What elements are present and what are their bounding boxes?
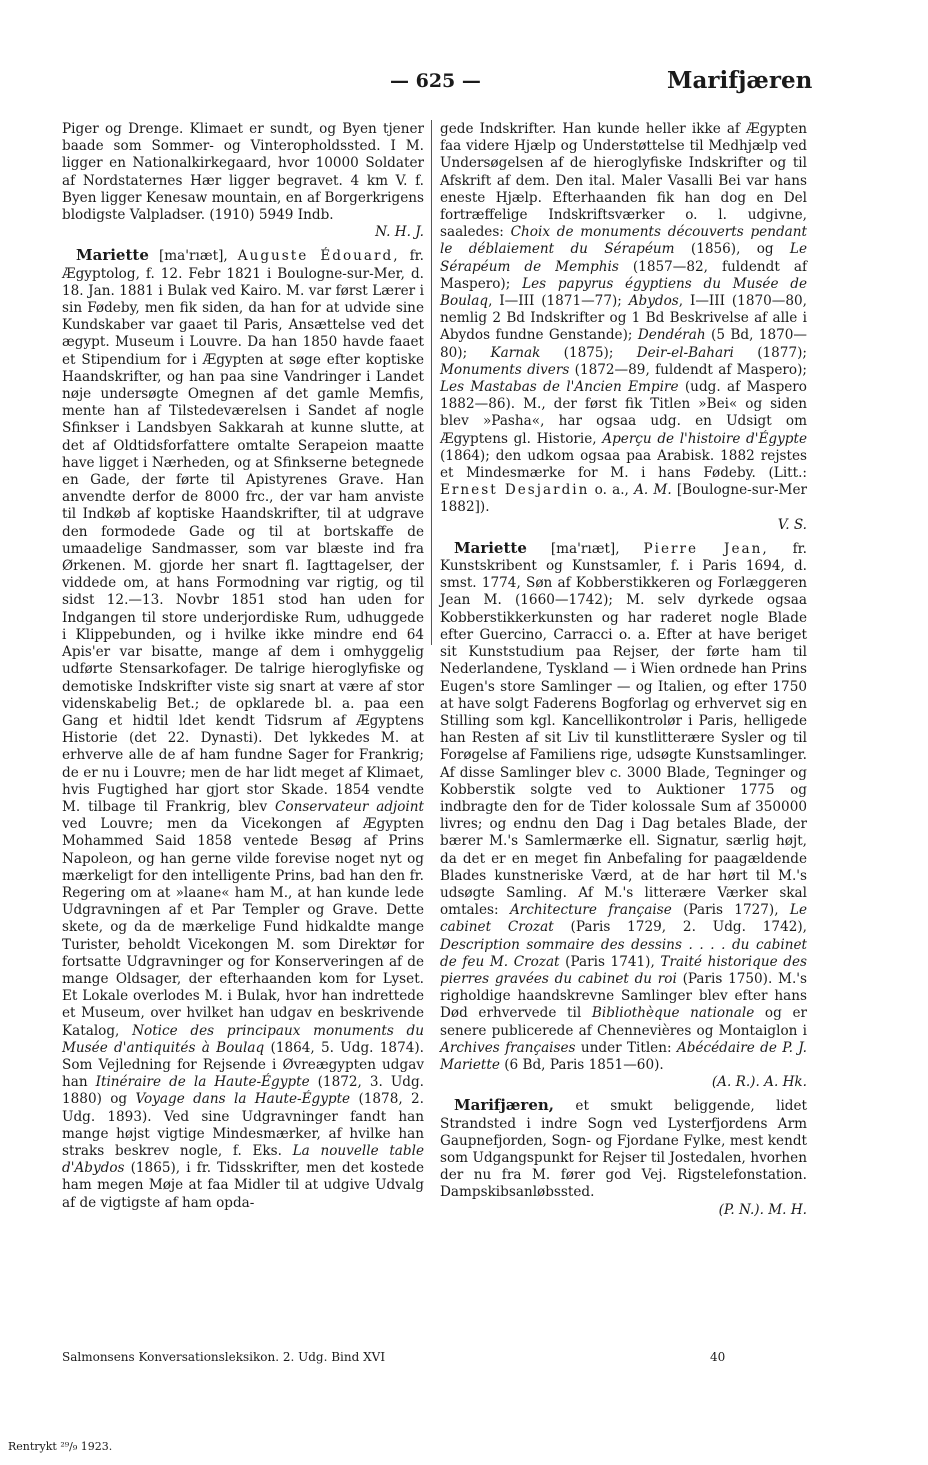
body-text: o. a., (589, 482, 635, 499)
continuation-paragraph (440, 121, 807, 517)
work-title: Dendérah (637, 327, 706, 344)
work-title: Abydos (628, 293, 679, 310)
page-number: — 625 — (390, 70, 481, 92)
headword: Mariette (454, 538, 527, 557)
entry-signature: (A. R.). A. Hk. (711, 1074, 807, 1091)
body-text: (1864); den udkom ogsaa paa Arabisk. 1882 rejstes et Mindesmærke for M. i hans Fødeby. (Litt.: (440, 447, 807, 482)
column-rule (431, 120, 432, 645)
pronunciation: [ma'rıæt], (148, 248, 238, 265)
body-text: fr. Kunstskribent og Kunstsamler, f. i Paris 1694, d. smst. 1774, Søn af Kobberstikkeren og Forlæggeren Jean M. (1660—1742); M. selv dyrkede ogsaa Kobberstikkerkunsten og har raderet nogle Blade efter Guercino, Carracci o. a. Efter at have beriget sit Kunststudium paa Rejser, der førte ham til Nederlandene, Tyskland — i Wien ordnede han Prins Eugen's store Samlinger — og Italien, og efter 1750 at have solgt Faderens Bogforlag og erhvervet sig en Stilling som kgl. Kancellikontrolør i Paris, helligede han Resten af sit Liv til kunstlitterære Sysler og til Forøgelse af Familiens rige, udsøgte Kunstsamlinger. Af disse Samlinger blev c. 3000 Blade, Tegninger og Kobberstik solgte ved to Auktioner 1775 og indbragte den for de Tider kolossale Sum af 350000 livres; og endnu den Dag i Dag betales Blade, der bærer M.'s Samlermærke ell. Signatur, særlig højt, da det er en meget fin Anbefaling for paagældende Blades kunstneriske Værd, at de har hørt til M.'s udsøgte Samling. Af M.'s litterære Værker skal omtales: (440, 540, 807, 919)
body-text: (1857—82, fuldendt af Maspero); (440, 258, 808, 292)
body-text: (1878, 2. Udg. 1893). Ved sine Udgravninger fandt han mange højst vigtige Mindesmærker, af hvilke han straks beskrev nogle, f. Eks. (62, 1091, 424, 1159)
headword: Marifjæren, (454, 1096, 555, 1115)
body-text: og er senere publicerede af Chennevières og Montaiglon i (440, 1005, 808, 1039)
body-text: ved Louvre; men da Vicekongen af Ægypten Mohammed Said 1858 ventede Besøg af Prins Napoleon, og han gerne vilde forevise noget nyt og mærkeligt for den intelligente Prins, bad han den fr. Regering om at »laane« ham M., at han kunde lede Udgravningen af et Par Templer og Grave. Dette skete, og da de mærkelige Fund hidkaldte mange Turister, beholdt Vicekongen M. som Direktør for fortsatte Udgravninger og for Konserveringen af de mange Oldsager, der efterhaanden kom for Lyset. Et Lokale overlodes M. i Bulak, hvor han indrettede et Museum, over hvilket han udgav en beskrivende Katalog, (62, 816, 424, 1039)
work-title: Deir-el-Bahari (636, 344, 734, 361)
work-title: Choix de monuments découverts pendant le déblaiement du Sérapéum (440, 224, 808, 258)
body-text: (1865), i fr. Tidsskrifter, men det kostede ham megen Møje at faa Midler til at udgive Udvalg af de vigtigste af ham opda- (62, 1160, 424, 1211)
headword: Mariette (76, 246, 149, 265)
work-title: Le Sérapéum de Memphis (440, 241, 807, 275)
work-title: Les papyrus égyptiens du Musée de Boulaq (440, 275, 807, 310)
body-text: gede Indskrifter. Han kunde heller ikke af Ægypten faa videre Hjælp og Understøttelse til Medhjælp ved Undersøgelsen af de hieroglyfiske Indskrifter og til Afskrift af dem. Den ital. Maler Vasalli Bei var hans eneste Hjælp. Efterhaanden fik han dog en Del fortræffelige Indskriftsværker o. l. udgivne, saaledes: (440, 121, 807, 241)
work-title: Les Mastabas de l'Ancien Empire (440, 379, 679, 396)
body-text: (Paris 1729, 2. Udg. 1742), (553, 919, 807, 936)
intro-paragraph (62, 121, 424, 224)
body-text: fr. Ægyptolog, f. 12. Febr 1821 i Boulogne-sur-Mer, d. 18. Jan. 1881 i Bulak ved Kairo. M. var først Lærer i sin Fødeby, men fik siden, da han for at udvide sine Kundskaber var gaaet til Paris, Ansættelse ved det ægypt. Museum i Louvre. Da han 1850 havde faaet et Stipendium for i Ægypten at søge efter koptiske Haandskrifter, og han paa sine Vandringer i Landet nøje undersøgte Omegnen af det gamle Memfis, mente han af Tilstedeværelsen i Sandet af nogle Sfinkser i Landsbyen Sakkarah at kunne slutte, at det af Oldtidsforfattere omtalte Serapeion maatte have ligget i Nærheden, og at Sfinkserne betegnede en Gade, der førte til Apistyrenes Grave. Han anvendte derfor de 8000 frc., der var ham anviste til Indkøb af koptiske Haandskrifter, til at udgrave den formodede Gade og til at bortskaffe de umaadelige Sandmasser, som var blæste ind fra Ørkenen. M. gjorde her snart fl. Iagttagelser, der viddede om, at hans Formodning var rigtig, og til sidst 12.—13. Novbr 1851 stod han uden for Indgangen til store underjordiske Rum, udhuggede i Klippebunden, og i hvilke ikke mindre end 64 Apis'er var bisatte, mange af dem i omhyggelig udførte Stensarkofager. De talrige hieroglyfiske og demotiske Indskrifter viste sig snart at være af stor videnskabelig Bet.; de opklarede bl. a. paa een Gang et hidtil ldet kendt Tidsrum af Ægyptens Historie (det 22. Dynasti). Det lykkedes M. at erhverve alle de af ham fundne Sager for Frankrig; de er nu i Louvre; men de har lidt meget af Klimaet, hvis Fugtighed har gjort stor Skade. 1854 vendte M. tilbage til Frankrig, blev (62, 248, 424, 815)
sheet-number: 40 (710, 1350, 726, 1364)
body-text: et smukt beliggende, lidet Strandsted i indre Sogn ved Lysterfjordens Arm Gaupnefjorden, Sogn- og Fjordane Fylke, mest kendt som Udgangspunkt for Rejser til Jostedalen, hvorhen der nu fra M. fører god Vej. Rigstelefonstation. Dampskibsanløbssted. (440, 1098, 807, 1201)
body-text: (1872—89, fuldendt af Maspero); (569, 361, 807, 378)
work-title: Architecture française (509, 902, 672, 919)
right-column (440, 121, 807, 1219)
work-title: Bibliothèque nationale (591, 1005, 755, 1022)
work-title: Traité historique des pierres gravées du cabinet du roi (440, 953, 808, 987)
intro-text: Piger og Drenge. Klimaet er sundt, og Byen tjener baade som Sommer- og Vinteropholdssted. I M. ligger en Nationalkirkegaard, hvor 10000 Soldater af Nordstaternes Hær ligger begravet. 4 km V. f. Byen ligger Kenesaw mountain, en af Borgerkrigens blodigste Valpladser. (1910) 5949 Indb. (62, 121, 424, 224)
body-text: , I—III (1870—80, nemlig 2 Bd Indskrifter og 1 Bd Beskrivelse af alle i Abydos fundne Genstande); (440, 293, 807, 344)
body-text: under Titlen: (575, 1039, 677, 1056)
body-text: (Paris 1741), (559, 953, 661, 970)
body-text: (1872, 3. Udg. 1880) og (62, 1074, 424, 1108)
reprint-note: Rentrykt ²⁹/₉ 1923. (8, 1440, 113, 1453)
body-text: (6 Bd, Paris 1851—60). (499, 1056, 664, 1073)
left-column (62, 121, 424, 1212)
body-text: (1875); (540, 344, 637, 361)
person-name: Pierre Jean, (643, 540, 769, 557)
author-name: Ernest Desjardin (440, 482, 590, 499)
work-title: Itinéraire de la Haute-Égypte (95, 1074, 310, 1091)
work-title: Monuments divers (440, 361, 570, 378)
body-text: (Paris 1727), (671, 902, 790, 919)
entry-mariette-pierre (440, 540, 807, 1074)
intro-signature: N. H. J. (375, 224, 424, 241)
work-title: Aperçu de l'histoire d'Égypte (602, 430, 807, 447)
entry-signature: (P. N.). M. H. (718, 1201, 807, 1218)
work-title: Abécédaire de P. J. Mariette (440, 1039, 808, 1073)
body-text: (1877); (733, 344, 807, 361)
running-head: Marifjæren (667, 67, 813, 94)
body-text: , I—III (1871—77); (488, 293, 629, 310)
work-title: Description sommaire des dessins . . . . du cabinet de feu M. Crozat (440, 936, 807, 970)
work-title: Le cabinet Crozat (440, 902, 807, 936)
pronunciation: [ma'rıæt], (526, 540, 644, 557)
body-text: (1856), og (674, 241, 790, 258)
body-text: (1864, 5. Udg. 1874). Som Vejledning for Rejsende i Øvreægypten udgav han (62, 1039, 424, 1091)
body-text: [Boulogne-sur-Mer 1882]). (440, 482, 808, 516)
entry-marifjaeren (440, 1097, 807, 1201)
work-title: Archives françaises (440, 1039, 576, 1056)
work-title: Notice des principaux monuments du Musée d'antiquités à Boulaq (62, 1022, 425, 1056)
entry-mariette-auguste (62, 247, 424, 1211)
person-name: Auguste Édouard, (237, 248, 400, 265)
body-text: (5 Bd, 1870—80); (440, 327, 807, 361)
work-title: Conservateur adjoint (274, 798, 424, 815)
body-text: (Paris 1750). M.'s righoldige haandskrevne Samlinger blev efter hans Død erhvervede til (440, 970, 807, 1022)
publication-footer: Salmonsens Konversationsleksikon. 2. Udg. Bind XVI (62, 1350, 386, 1364)
entry-signature: V. S. (777, 516, 807, 533)
work-title: Voyage dans la Haute-Égypte (135, 1091, 351, 1108)
work-title: La nouvelle table d'Abydos (62, 1142, 424, 1177)
work-title: A. M. (634, 482, 672, 499)
body-text: (udg. af Maspero 1882—86). M., der først fik Titlen »Bei« og siden blev »Pasha«, har ogsaa udg. en Udsigt om Ægyptens gl. Historie, (440, 379, 807, 447)
work-title: Karnak (490, 344, 541, 361)
